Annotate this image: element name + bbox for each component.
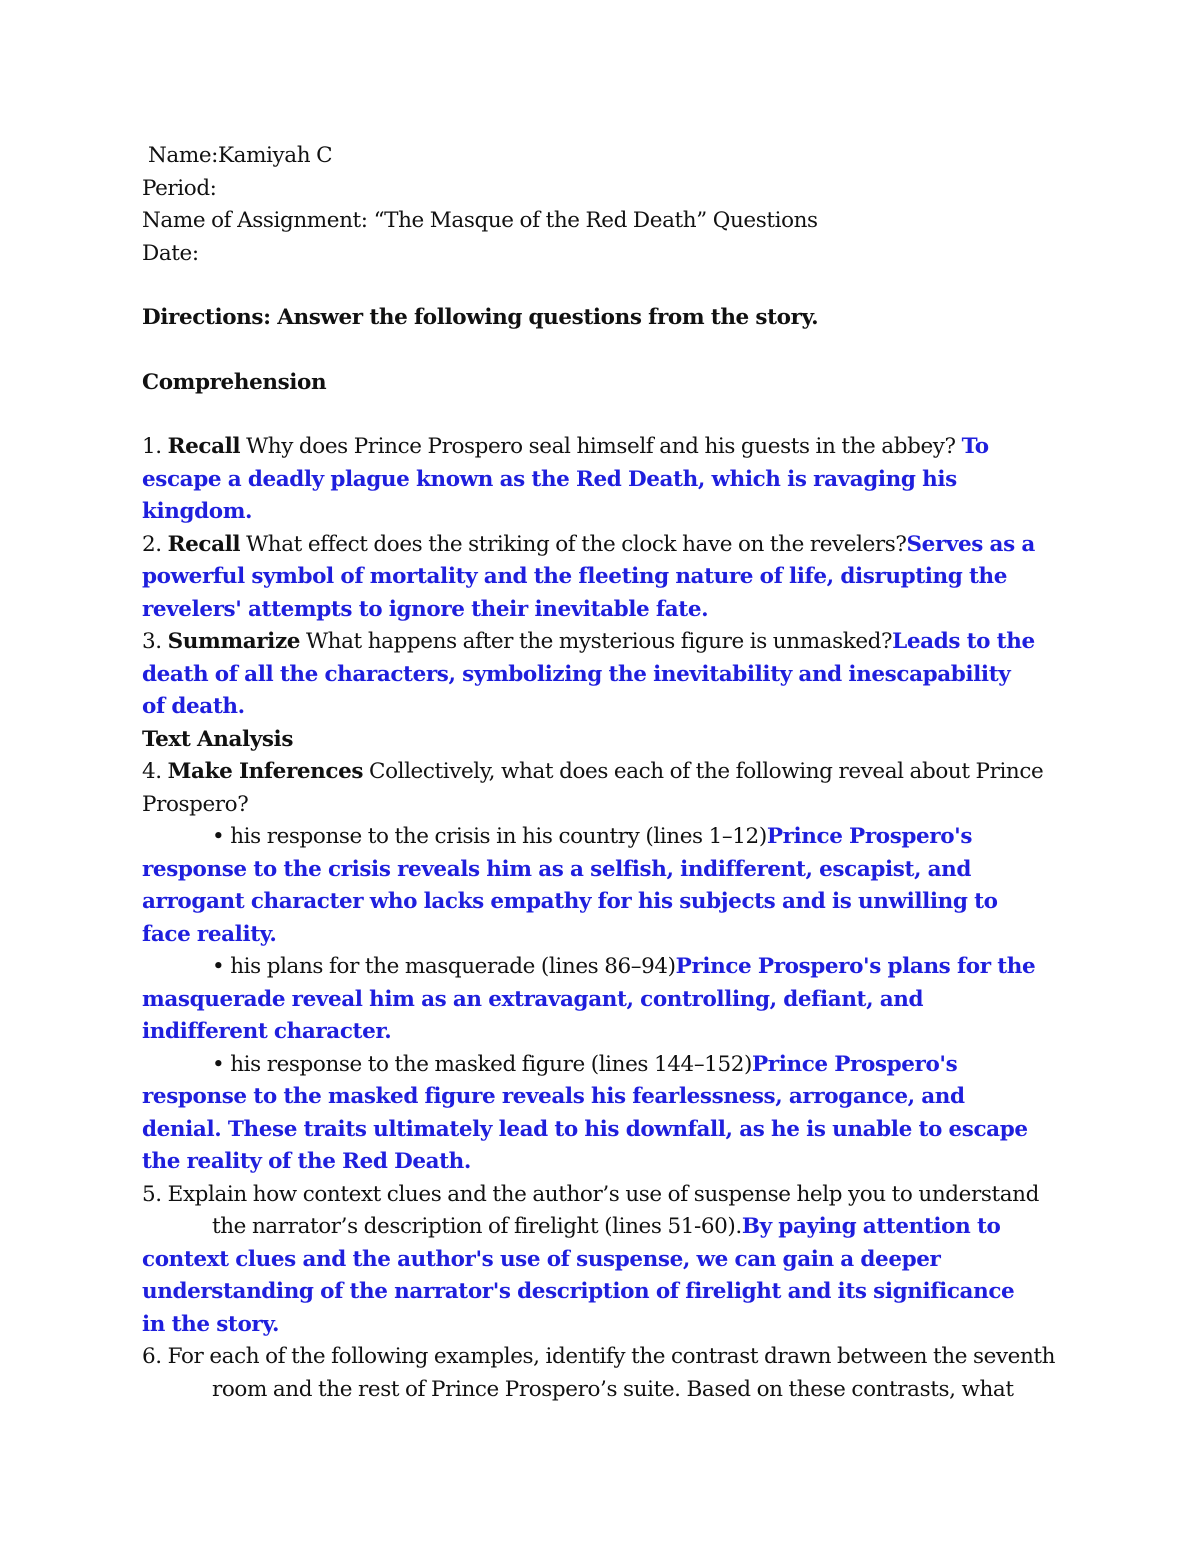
question-3	[142, 626, 1062, 659]
question-text: Collectively, what does each of the following reveal about Prince	[363, 759, 1044, 784]
question-5: 5. Explain how context clues and the author’s use of suspense help you to understand	[142, 1181, 1039, 1207]
answer-text: death of all the characters, symbolizing the inevitability and inescapability	[142, 661, 1011, 687]
worksheet-page	[142, 140, 1062, 1406]
section-heading-text-analysis: Text Analysis	[142, 726, 294, 752]
question-text: room and the rest of Prince Prospero’s suite. Based on these contrasts, what	[212, 1376, 1014, 1402]
period-field: Period:	[142, 175, 217, 201]
spacer	[142, 399, 1062, 431]
spacer	[142, 335, 1062, 367]
question-2	[142, 529, 1062, 562]
question-text	[142, 1211, 1062, 1244]
student-name: Name:Kamiyah C	[148, 143, 333, 168]
question-text: Prospero?	[142, 791, 249, 817]
assignment-name: Name of Assignment: “The Masque of the Red Death” Questions	[142, 208, 818, 233]
answer-text: response to the crisis reveals him as a selfish, indifferent, escapist, and	[142, 856, 972, 882]
directions: Directions: Answer the following questions from the story.	[142, 305, 819, 330]
answer-text: By paying attention to	[741, 1214, 1001, 1239]
question-label: Make Inferences	[167, 759, 364, 784]
question-6: 6. For each of the following examples, identify the contrast drawn between the seventh	[142, 1344, 1056, 1369]
question-label: Recall	[167, 531, 241, 557]
question-number: 4.	[142, 759, 168, 784]
answer-text: Prince Prospero's plans for the	[675, 954, 1036, 979]
bullet-text: • his plans for the masquerade (lines 86–94)	[212, 954, 676, 979]
answer-text: revelers' attempts to ignore their inevitable fate.	[142, 596, 709, 622]
question-text-continued: the narrator’s description of firelight (lines 51-60).	[212, 1214, 742, 1239]
question-number: 2.	[142, 531, 168, 557]
answer-text: kingdom.	[142, 499, 253, 524]
answer-text: context clues and the author's use of suspense, we can gain a deeper	[142, 1246, 941, 1272]
question-text: Why does Prince Prospero seal himself and his guests in the abbey?	[240, 434, 962, 459]
date-field: Date:	[142, 240, 199, 266]
answer-text: of death.	[142, 694, 245, 719]
answer-text: arrogant character who lacks empathy for his subjects and is unwilling to	[142, 889, 998, 914]
answer-text: Prince Prospero's	[752, 1051, 958, 1077]
answer-text: Serves as a	[906, 531, 1035, 557]
bullet-item	[142, 821, 1062, 854]
question-label: Summarize	[167, 629, 301, 654]
answer-text: escape a deadly plague known as the Red Death, which is ravaging his	[142, 466, 957, 492]
section-heading-comprehension: Comprehension	[142, 369, 327, 395]
answer-text: masquerade reveal him as an extravagant, controlling, defiant, and	[142, 986, 924, 1012]
answer-text: Leads to the	[892, 629, 1035, 654]
spacer	[142, 270, 1062, 302]
answer-text: powerful symbol of mortality and the fleeting nature of life, disrupting the	[142, 564, 1008, 589]
answer-text: understanding of the narrator's description of firelight and its significance	[142, 1279, 1015, 1304]
question-number: 1.	[142, 434, 168, 459]
answer-text: indifferent character.	[142, 1019, 392, 1044]
bullet-item	[142, 1049, 1062, 1082]
answer-text: the reality of the Red Death.	[142, 1149, 471, 1174]
answer-text: response to the masked figure reveals his fearlessness, arrogance, and	[142, 1084, 965, 1109]
question-text: What happens after the mysterious figure is unmasked?	[300, 629, 893, 654]
bullet-text: • his response to the masked figure (lines 144–152)	[212, 1051, 753, 1077]
question-text: What effect does the striking of the clock have on the revelers?	[240, 531, 907, 557]
answer-text: Prince Prospero's	[766, 824, 973, 849]
bullet-item	[142, 951, 1062, 984]
question-label: Recall	[167, 434, 241, 459]
answer-text: in the story.	[142, 1311, 280, 1337]
answer-text: denial. These traits ultimately lead to his downfall, as he is unable to escape	[142, 1116, 1028, 1142]
question-4	[142, 756, 1062, 789]
bullet-text: • his response to the crisis in his country (lines 1–12)	[212, 824, 767, 849]
answer-text: face reality.	[142, 921, 277, 947]
answer-text: To	[961, 434, 989, 459]
question-number: 3.	[142, 629, 168, 654]
question-1	[142, 431, 1062, 464]
